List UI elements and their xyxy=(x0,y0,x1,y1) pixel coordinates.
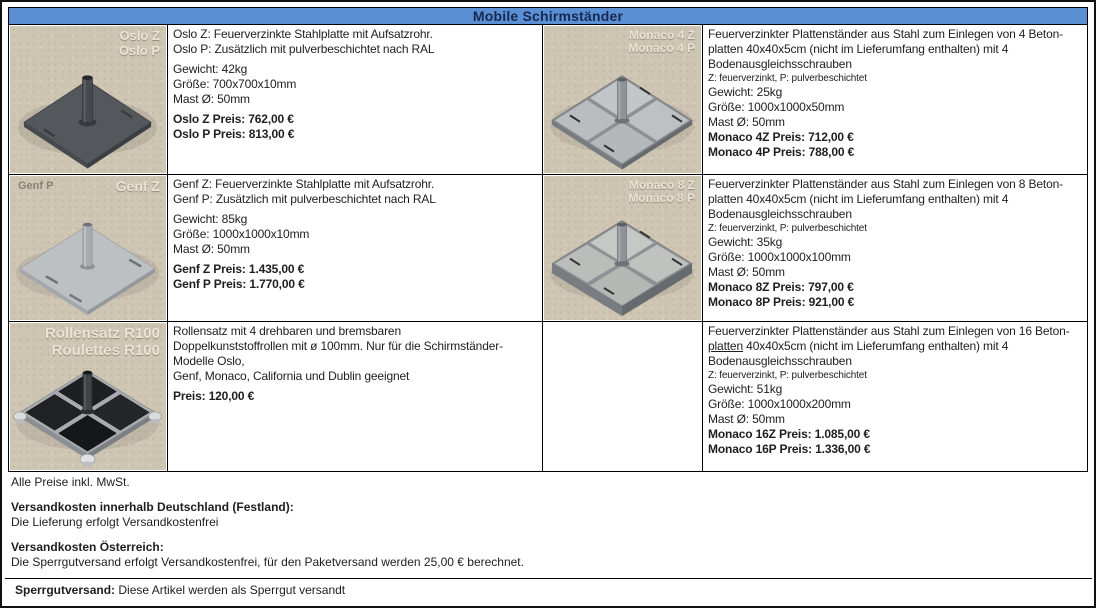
text-line: Größe: 1000x1000x100mm xyxy=(708,250,851,264)
product-description-monaco4 xyxy=(703,25,1087,175)
text-line: Gewicht: 42kg xyxy=(173,62,248,76)
photo-label xyxy=(116,179,160,195)
text-line xyxy=(11,530,1086,540)
product-table xyxy=(8,7,1088,472)
text-line: Größe: 1000x1000x200mm xyxy=(708,397,851,411)
product-photo-genf xyxy=(10,176,166,320)
text-line: platten 40x40x5cm (nicht im Lieferumfang enthalten) mit 4 xyxy=(708,42,1009,56)
text-line: Gewicht: 25kg xyxy=(708,85,783,99)
text-line: Genf P Preis: 1.770,00 € xyxy=(173,277,305,291)
footer-notes xyxy=(8,472,1088,598)
photo-label xyxy=(119,29,160,58)
product-photo-rollensatz xyxy=(10,323,166,470)
platten-link[interactable]: platten xyxy=(708,339,743,353)
photo-label-line: Roulettes R100 xyxy=(51,341,160,359)
text-line: Monaco 16P Preis: 1.336,00 € xyxy=(708,442,871,456)
text-line: Bodenausgleichsschrauben xyxy=(708,57,852,71)
photo-label-line: Monaco 4 P xyxy=(628,41,695,56)
photo-label-line: Oslo P xyxy=(118,42,160,58)
text-line: Monaco 4P Preis: 788,00 € xyxy=(708,145,855,159)
text-line: Sperrgutversand: Diese Artikel werden als Sperrgut versandt xyxy=(15,583,346,597)
table-header xyxy=(9,8,1087,25)
text-line: Mast Ø: 50mm xyxy=(173,242,250,256)
text-line: Genf P: Zusätzlich mit pulverbeschichtet nach RAL xyxy=(173,192,436,206)
text-line: Bodenausgleichsschrauben xyxy=(708,207,852,221)
photo-label xyxy=(45,326,160,360)
text-line: Z: feuerverzinkt, P: pulverbeschichtet xyxy=(708,370,867,381)
text-line: platten 40x40x5cm (nicht im Lieferumfang enthalten) mit 4 xyxy=(708,192,1009,206)
text-line: Mast Ø: 50mm xyxy=(173,92,250,106)
text-line: Versandkosten Österreich: xyxy=(11,540,164,554)
text-line: Preis: 120,00 € xyxy=(173,389,255,403)
product-description-oslo xyxy=(168,25,543,175)
text-line: Genf Z: Feuerverzinkte Stahlplatte mit Aufsatzrohr. xyxy=(173,177,435,191)
text-line: Monaco 4Z Preis: 712,00 € xyxy=(708,130,854,144)
text-line: Die Lieferung erfolgt Versandkostenfrei xyxy=(11,515,219,529)
photo-cell-oslo xyxy=(9,25,168,175)
product-description-rollensatz xyxy=(168,322,543,471)
text-line: Die Sperrgutversand erfolgt Versandkostenfrei, für den Paketversand werden 25,00 € berechnet. xyxy=(11,555,524,569)
text-line xyxy=(11,490,1086,500)
photo-label-line: Monaco 8 Z xyxy=(628,178,695,192)
photo-cell-genf xyxy=(9,175,168,322)
text-line: Z: feuerverzinkt, P: pulverbeschichtet xyxy=(708,73,867,84)
photo-label-line: Genf Z xyxy=(115,178,160,194)
product-description-monaco8 xyxy=(703,175,1087,322)
text-line: Oslo P Preis: 813,00 € xyxy=(173,127,295,141)
photo-label-line: Monaco 4 Z xyxy=(628,28,695,42)
text-line: Doppelkunststoffrollen mit ø 100mm. Nur für die Schirmständer- xyxy=(173,339,503,353)
photo-cell-monaco4 xyxy=(543,25,703,175)
page-title: Mobile Schirmständer xyxy=(472,8,624,24)
genf-stand-icon xyxy=(10,176,166,320)
text-line: Versandkosten innerhalb Deutschland (Festland): xyxy=(11,500,294,514)
text-line: Genf, Monaco, California und Dublin geeignet xyxy=(173,369,410,383)
empty-photo-cell xyxy=(543,322,703,471)
product-photo-monaco8 xyxy=(544,176,701,320)
text-line: Gewicht: 35kg xyxy=(708,235,783,249)
photo-cell-monaco8 xyxy=(543,175,703,322)
product-description-genf xyxy=(168,175,543,322)
text-line: Rollensatz mit 4 drehbaren und bremsbaren xyxy=(173,324,401,338)
text-line: Oslo Z: Feuerverzinkte Stahlplatte mit Aufsatzrohr. xyxy=(173,27,433,41)
sperrgut-note xyxy=(11,579,1086,598)
photo-label-line: Rollensatz R100 xyxy=(44,325,160,342)
text-line: Größe: 700x700x10mm xyxy=(173,77,297,91)
photo-label xyxy=(628,179,695,206)
shipping-notes xyxy=(11,475,1086,570)
product-description-monaco16 xyxy=(703,322,1087,471)
photo-label-line: Monaco 8 P xyxy=(628,191,695,206)
text-line: Gewicht: 85kg xyxy=(173,212,248,226)
text-line: Größe: 1000x1000x10mm xyxy=(173,227,310,241)
text-line: Mast Ø: 50mm xyxy=(708,412,785,426)
photo-label xyxy=(628,29,695,56)
text-line: platten 40x40x5cm (nicht im Lieferumfang enthalten) mit 4 xyxy=(708,339,1009,353)
product-photo-monaco4 xyxy=(544,26,701,173)
text-line: Feuerverzinkter Plattenständer aus Stahl zum Einlegen von 16 Beton- xyxy=(708,324,1070,338)
text-line: Alle Preise inkl. MwSt. xyxy=(11,475,130,489)
text-line: Genf Z Preis: 1.435,00 € xyxy=(173,262,305,276)
text-line: Oslo P: Zusätzlich mit pulverbeschichtet nach RAL xyxy=(173,42,435,56)
text-line: Monaco 16Z Preis: 1.085,00 € xyxy=(708,427,870,441)
text-line: Z: feuerverzinkt, P: pulverbeschichtet xyxy=(708,223,867,234)
text-line: Monaco 8Z Preis: 797,00 € xyxy=(708,280,854,294)
text-line: Oslo Z Preis: 762,00 € xyxy=(173,112,294,126)
text-line: Feuerverzinkter Plattenständer aus Stahl zum Einlegen von 4 Beton- xyxy=(708,27,1063,41)
text-line: Bodenausgleichsschrauben xyxy=(708,354,852,368)
text-line: Modelle Oslo, xyxy=(173,354,245,368)
text-line: Mast Ø: 50mm xyxy=(708,115,785,129)
product-photo-oslo xyxy=(10,26,166,173)
photo-label-line: Oslo Z xyxy=(119,28,160,43)
text-line: Größe: 1000x1000x50mm xyxy=(708,100,845,114)
photo-label: Genf P xyxy=(18,180,54,192)
text-line: Mast Ø: 50mm xyxy=(708,265,785,279)
text-line: Feuerverzinkter Plattenständer aus Stahl zum Einlegen von 8 Beton- xyxy=(708,177,1063,191)
text-line: Monaco 8P Preis: 921,00 € xyxy=(708,295,855,309)
text-line: Gewicht: 51kg xyxy=(708,382,783,396)
photo-cell-rollensatz xyxy=(9,322,168,471)
